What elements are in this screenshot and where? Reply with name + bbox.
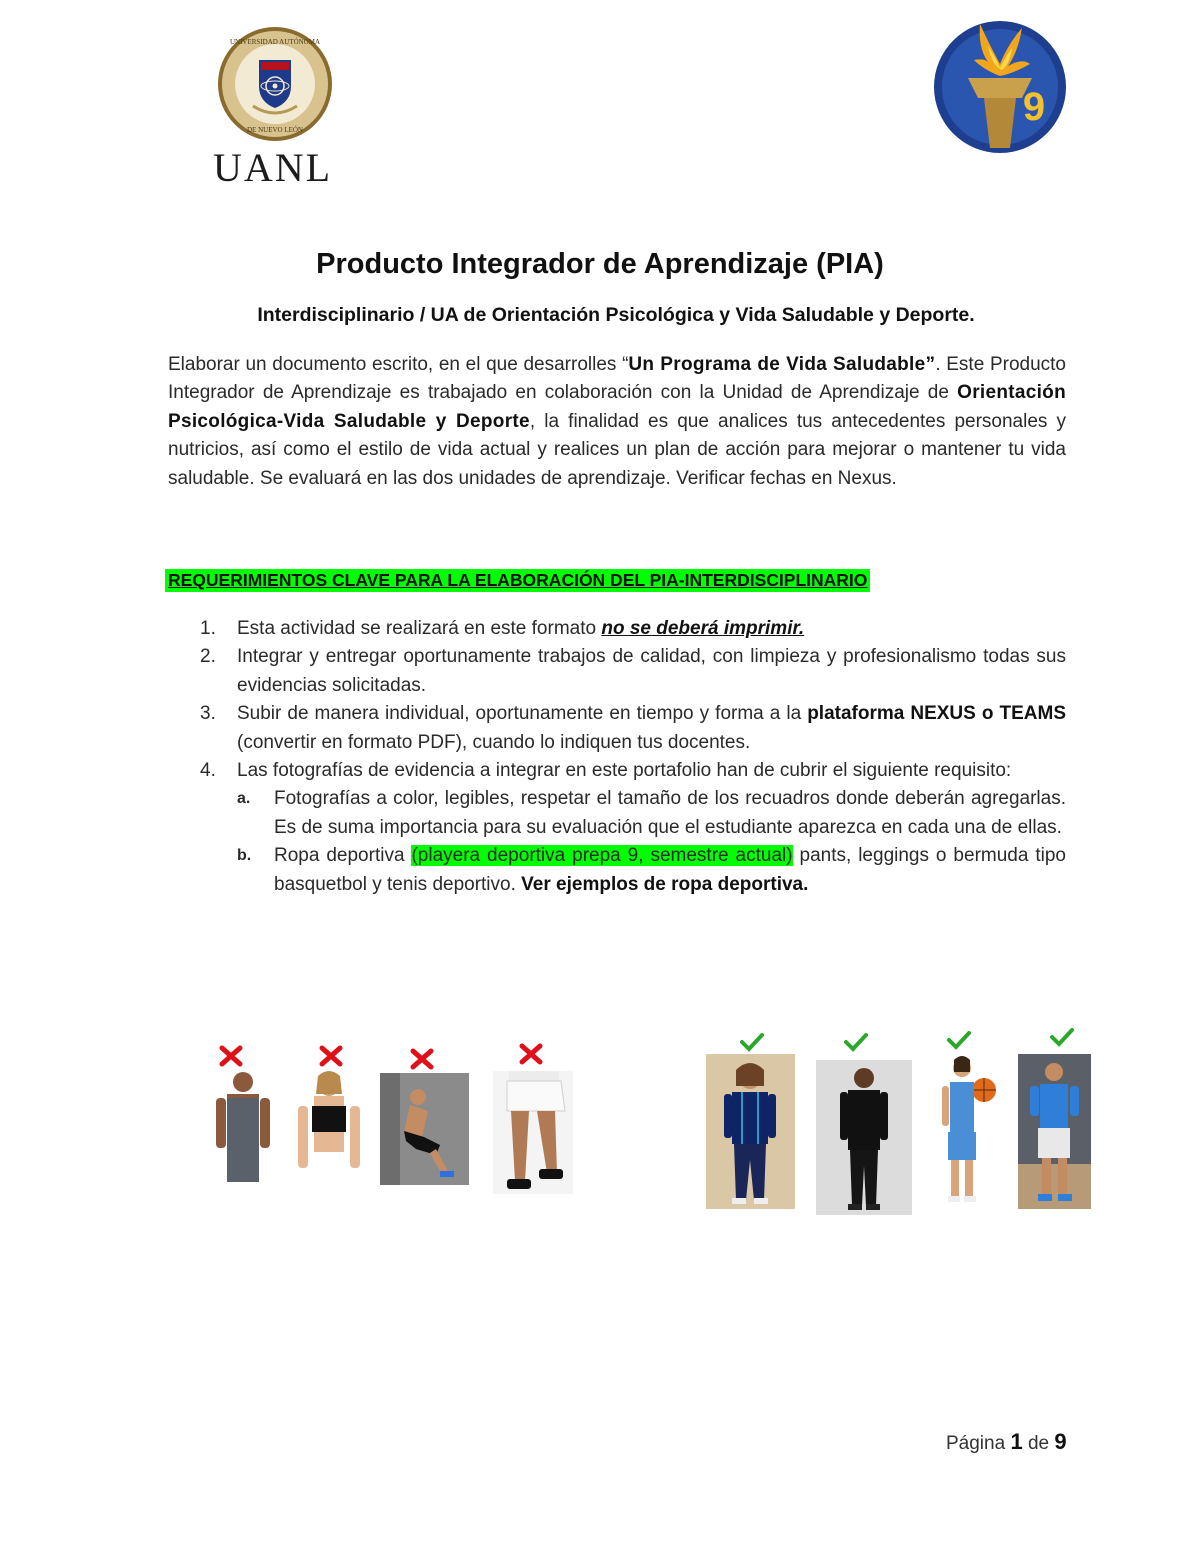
sub-list-item: b. Ropa deportiva (playera deportiva prepa 9, semestre actual) pants, leggings o bermuda tipo basquetbol y tenis deportivo. Ver ejemplos de ropa deportiva. — [237, 845, 1066, 895]
list-item: 3. Subir de manera individual, oportunamente en tiempo y forma a la plataforma NEXUS o TEAMS (convertir en formato PDF), cuando lo indiquen tus docentes. — [200, 703, 1066, 753]
photo-shirtless-runner — [380, 1073, 469, 1185]
svg-text:UNIVERSIDAD AUTÓNOMA: UNIVERSIDAD AUTÓNOMA — [229, 38, 321, 46]
svg-text:DE NUEVO LEÓN: DE NUEVO LEÓN — [247, 126, 303, 134]
document-title: Producto Integrador de Aprendizaje (PIA) — [316, 248, 884, 280]
photo-short-shorts — [493, 1071, 573, 1194]
list-item: 2. Integrar y entregar oportunamente trabajos de calidad, con limpieza y profesionalismo todas sus evidencias solicitadas. — [200, 646, 1066, 696]
cross-icon — [409, 1048, 435, 1070]
photo-basketball-uniform — [932, 1052, 1004, 1209]
list-item: 4. Las fotografías de evidencia a integrar en este portafolio han de cubrir el siguiente requisito: — [200, 760, 1012, 782]
cross-icon — [318, 1045, 344, 1067]
check-icon — [946, 1029, 972, 1051]
photo-track-suit-black — [816, 1060, 912, 1215]
photo-sports-bra — [292, 1070, 366, 1182]
requirements-heading: REQUERIMIENTOS CLAVE PARA LA ELABORACIÓN DEL PIA-INTERDISCIPLINARIO — [165, 569, 870, 592]
check-icon — [739, 1031, 765, 1053]
requirements-list — [200, 615, 1066, 899]
uanl-wordmark: UANL — [213, 145, 333, 190]
list-item: 1. Esta actividad se realizará en este formato no se deberá imprimir. — [200, 618, 805, 639]
cross-icon — [218, 1045, 244, 1067]
photo-track-suit-blue — [706, 1054, 795, 1209]
document-subtitle: Interdisciplinario / UA de Orientación Psicológica y Vida Saludable y Deporte. — [257, 304, 975, 326]
intro-paragraph: Elaborar un documento escrito, en el que desarrolles “Un Programa de Vida Saludable”. Este Producto Integrador de Aprendizaje es trabajado en colaboración con la Unidad de Aprendizaje de Orientación Psicológica-Vida Saludable y Deporte, la finalidad es que analices tus antecedentes personales y nutricios, así como el estilo de vida actual y realices un plan de acción para mejorar o mantener tu vida saludable. Se evaluará en las dos unidades de aprendizaje. Verificar fechas en Nexus. — [168, 354, 1066, 489]
check-icon — [1049, 1026, 1075, 1048]
sub-list-item: a. Fotografías a color, legibles, respetar el tamaño de los recuadros donde deberán agregarlas. Es de suma importancia para su evaluación que el estudiante aparezca en cada una de ellas. — [237, 788, 1066, 838]
photo-sport-shirt-shorts — [1018, 1054, 1091, 1209]
check-icon — [843, 1031, 869, 1053]
photo-tank-top — [213, 1068, 273, 1182]
svg-text:9: 9 — [1022, 85, 1046, 129]
prepa-9-logo — [930, 16, 1070, 158]
uanl-logo — [213, 26, 337, 190]
page-number: Página 1 de 9 — [946, 1429, 1067, 1454]
cross-icon — [518, 1043, 544, 1065]
